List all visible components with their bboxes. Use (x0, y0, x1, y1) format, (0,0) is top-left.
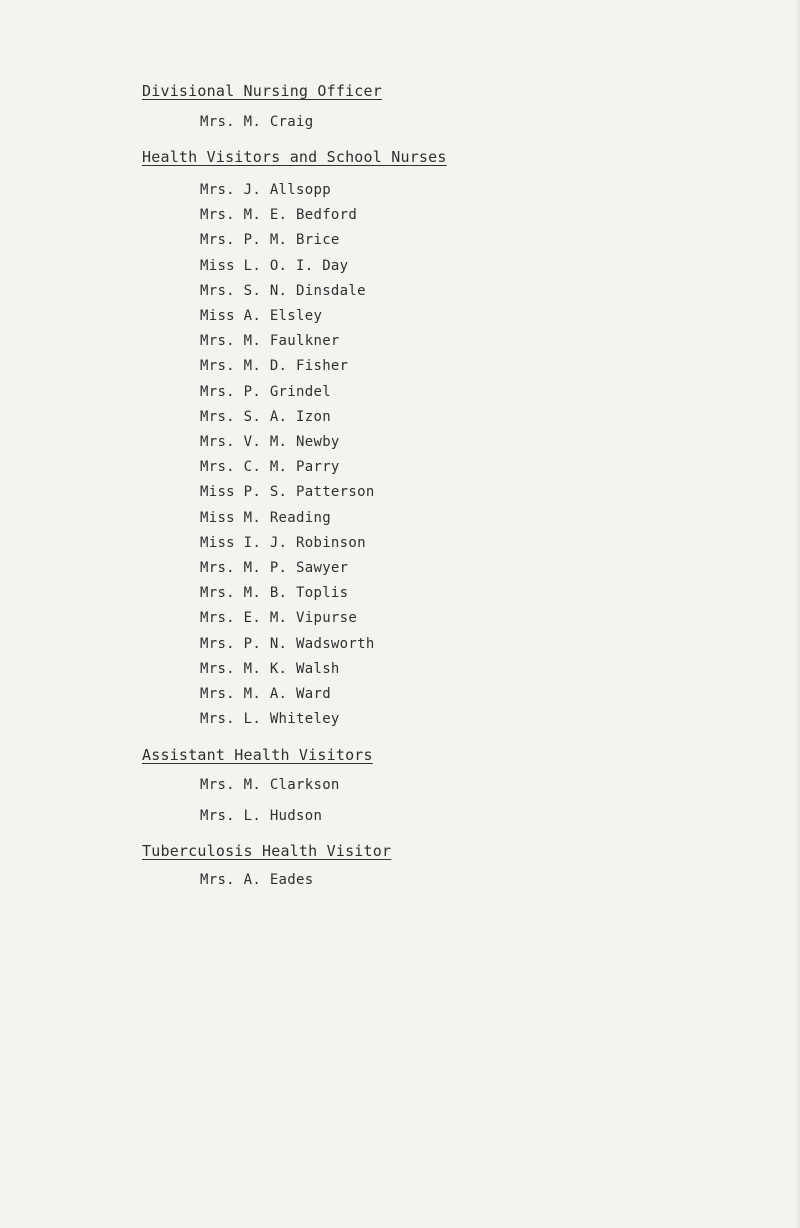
scan-edge-shadow (794, 0, 800, 1228)
staff-name: Mrs. M. B. Toplis (200, 585, 349, 602)
staff-name: Miss A. Elsley (200, 308, 323, 324)
staff-name: Miss I. J. Robinson (200, 534, 366, 551)
staff-name: Mrs. P. M. Brice (200, 232, 340, 249)
staff-name: Mrs. M. P. Sawyer (200, 560, 349, 576)
staff-name: Mrs. V. M. Newby (200, 434, 340, 450)
staff-name: Mrs. L. Whiteley (200, 711, 340, 728)
staff-name: Mrs. M. K. Walsh (200, 660, 340, 677)
staff-name: Mrs. C. M. Parry (200, 459, 340, 476)
staff-name: Mrs. P. Grindel (200, 383, 331, 400)
staff-name: Miss P. S. Patterson (200, 484, 375, 501)
staff-name: Miss M. Reading (200, 509, 331, 526)
section-heading-health-visitors: Health Visitors and School Nurses (142, 148, 447, 166)
staff-name: Mrs. L. Hudson (200, 808, 323, 824)
staff-name: Mrs. M. A. Ward (200, 686, 331, 702)
staff-name: Mrs. M. Clarkson (200, 777, 340, 793)
staff-name: Miss L. O. I. Day (200, 257, 349, 274)
staff-name: Mrs. E. M. Vipurse (200, 610, 358, 627)
staff-name: Mrs. S. N. Dinsdale (200, 282, 366, 299)
staff-name: Mrs. J. Allsopp (200, 182, 331, 198)
section-heading-assistant-health-visitors: Assistant Health Visitors (142, 746, 373, 764)
staff-name: Mrs. P. N. Wadsworth (200, 635, 375, 652)
section-heading-tuberculosis-health-visitor: Tuberculosis Health Visitor (142, 842, 392, 860)
staff-name: Mrs. M. D. Fisher (200, 358, 349, 375)
staff-name: Mrs. A. Eades (200, 872, 314, 888)
section-heading-divisional-nursing-officer: Divisional Nursing Officer (142, 82, 382, 100)
staff-name: Mrs. M. Craig (200, 114, 314, 130)
staff-name: Mrs. S. A. Izon (200, 408, 331, 425)
staff-name: Mrs. M. Faulkner (200, 333, 340, 350)
staff-name: Mrs. M. E. Bedford (200, 207, 358, 224)
